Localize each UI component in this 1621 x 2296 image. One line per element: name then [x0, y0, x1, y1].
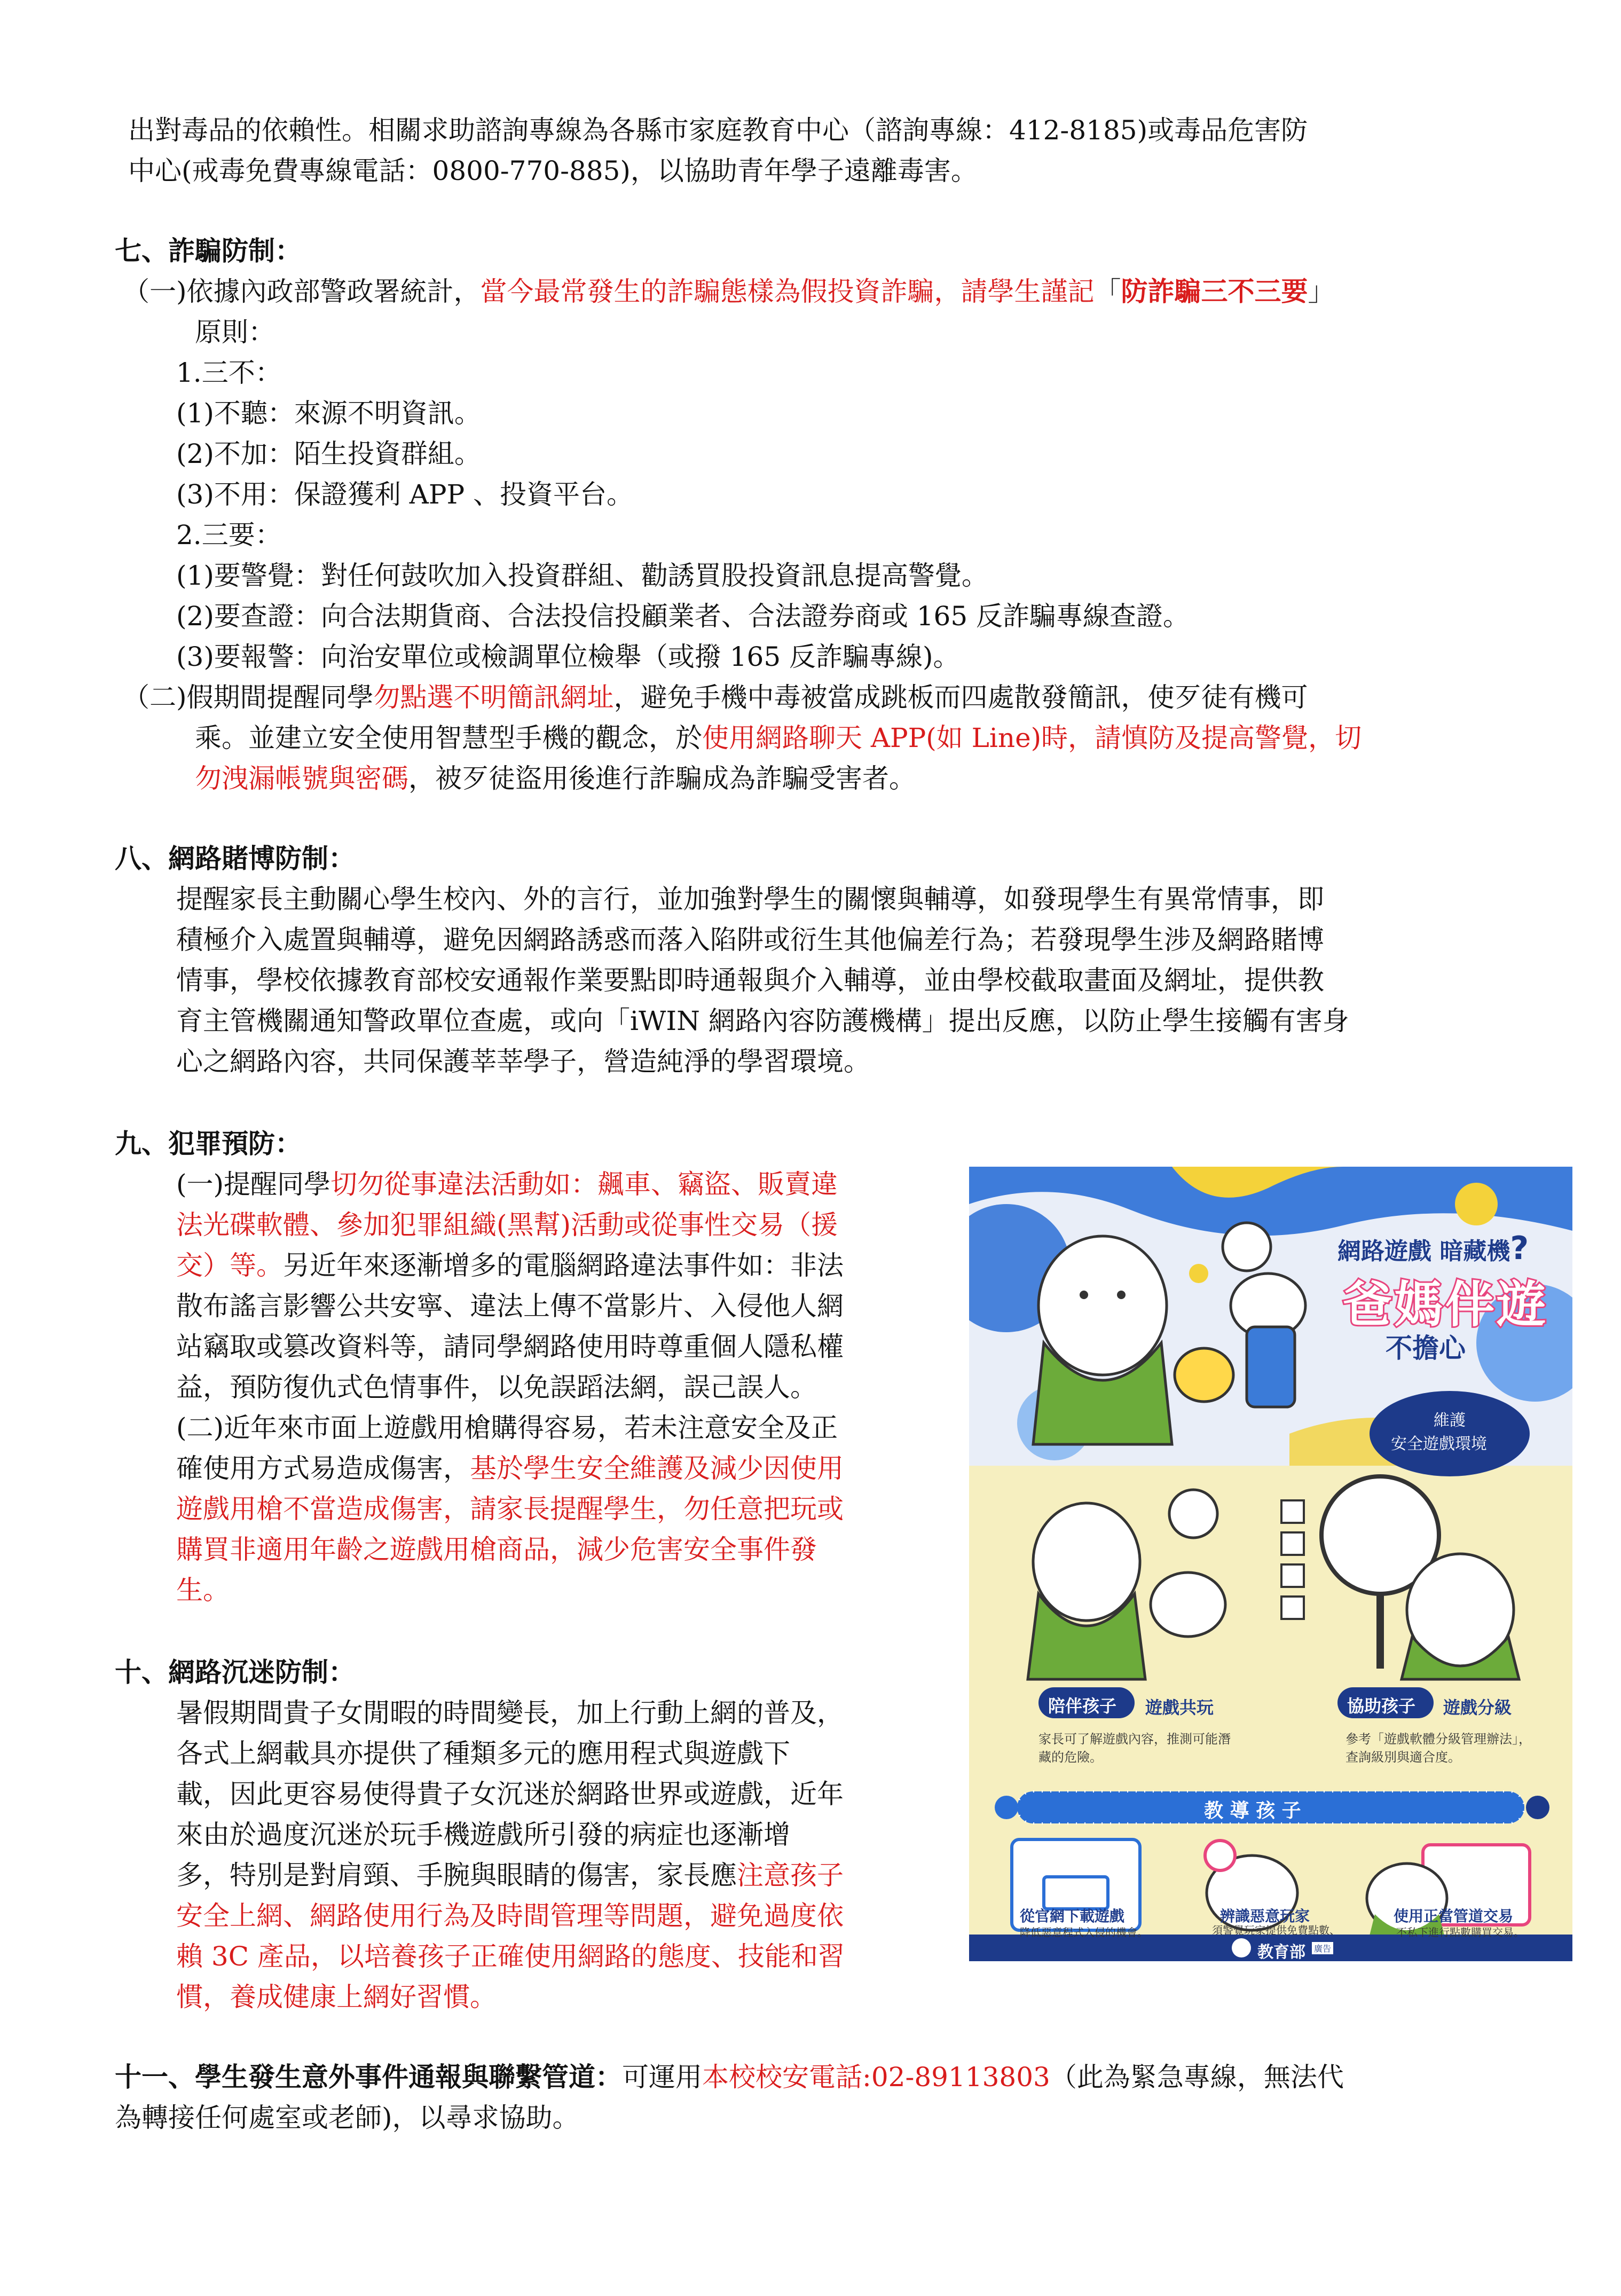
highlight-text: 交）等。: [176, 1250, 283, 1281]
paragraph-line: [176, 1448, 844, 1489]
highlight-text: 基於學生安全維護及減少因使用: [470, 1453, 844, 1484]
section-heading-10: 十、網路沉迷防制：: [115, 1656, 355, 1688]
text: ，被歹徒盜用後進行詐騙成為詐騙受害者。: [408, 763, 916, 794]
section-11-line2: 為轉接任何處室或老師)，以尋求協助。: [115, 2102, 579, 2133]
title-text: 網路遊戲 暗藏機: [1337, 1238, 1510, 1265]
paragraph-line: 提醒家長主動關心學生校內、外的言行，並加強對學生的關懷與輔導，如發現學生有異常情事，即: [176, 884, 1324, 915]
paragraph-line: 積極介入處置與輔導，避免因網路誘惑而落入陷阱或衍生其他偏差行為；若發現學生涉及網路賭博: [176, 924, 1324, 955]
highlight-text: 勿洩漏帳號與密碼: [195, 763, 408, 794]
text: （此為緊急專線，無法代: [1050, 2062, 1344, 2093]
poster-title-big: 爸媽伴遊: [1343, 1276, 1548, 1333]
poster-col2-desc: [1212, 1924, 1340, 1937]
game-safety-poster: [969, 1167, 1572, 1961]
text: （二)假期間提醒同學: [123, 682, 374, 713]
highlight-text: 注意孩子: [737, 1860, 844, 1891]
text: （一)依據內政部警政署統計，: [123, 276, 481, 307]
poster-tag-1b: 遊戲共玩: [1145, 1697, 1214, 1718]
poster-desc-2: [1345, 1730, 1531, 1766]
section-11-line: [115, 2057, 1344, 2097]
highlight-text: 切勿從事違法活動如：飆車、竊盜、販賣違: [331, 1169, 838, 1200]
paragraph-7-1: [123, 271, 1335, 312]
text: 確使用方式易造成傷害，: [176, 1453, 470, 1484]
paragraph-line: 散布謠言影響公共安寧、違法上傳不當影片、入侵他人網: [176, 1291, 844, 1322]
poster-footer-tag: 廣告: [1312, 1942, 1333, 1954]
poster-col3-title: 使用正當管道交易: [1394, 1907, 1514, 1925]
paragraph-line: 育主管機關通知警政單位查處，或向「iWIN 網路內容防護機構」提出反應，以防止學生接觸有害身: [176, 1005, 1349, 1036]
list-item: (2)要查證：向合法期貨商、合法投信投顧業者、合法證券商或 165 反詐騙專線查證。: [176, 601, 1190, 632]
paragraph-line: 心之網路內容，共同保護莘莘學子，營造純淨的學習環境。: [176, 1046, 870, 1077]
bubble-line: 維護: [1434, 1411, 1466, 1430]
paragraph-line: 暑假期間貴子女閒暇的時間變長，加上行動上網的普及，: [176, 1697, 844, 1728]
paragraph-line: 站竊取或篡改資料等，請同學網路使用時尊重個人隱私權: [176, 1331, 844, 1362]
paragraph-7-2-line3: [195, 758, 916, 799]
paragraph-line: 各式上網載具亦提供了種類多元的應用程式與遊戲下: [176, 1738, 790, 1769]
section-heading-7: 七、詐騙防制：: [115, 235, 302, 266]
paragraph-line: [176, 1164, 838, 1205]
poster-col2-title: 辨識惡意玩家: [1220, 1907, 1310, 1925]
paragraph-line: 載，因此更容易使得貴子女沉迷於網路世界或遊戲，近年: [176, 1779, 844, 1810]
desc-line: 參考「遊戲軟體分級管理辦法」，: [1345, 1732, 1531, 1747]
list-item: (3)不用：保證獲利 APP 、投資平台。: [176, 479, 634, 510]
poster-footer-logo: 教育部: [1257, 1943, 1305, 1961]
paragraph-7-1-line2: 原則：: [195, 317, 275, 348]
highlight-text: 使用網路聊天 APP(如 Line)時，請慎防及提高警覺，切: [702, 722, 1362, 753]
list-item: (1)不聽：來源不明資訊。: [176, 398, 481, 429]
text: (一)提醒同學: [176, 1169, 331, 1200]
paragraph-line: 來由於過度沉迷於玩手機遊戲所引發的病症也逐漸增: [176, 1819, 790, 1850]
paragraph-line: 益，預防復仇式色情事件，以免誤蹈法網，誤己誤人。: [176, 1372, 817, 1403]
text: 」: [1308, 276, 1335, 307]
poster-tag-2: 協助孩子: [1347, 1696, 1416, 1716]
warning-icon: [1205, 1841, 1235, 1870]
title-mark: ?: [1510, 1230, 1529, 1267]
highlight-text: 勿點選不明簡訊網址: [373, 682, 614, 713]
desc-line: 查詢級別與適合度。: [1345, 1750, 1461, 1765]
section-heading-11: 十一、學生發生意外事件通報與聯繫管道：: [115, 2061, 622, 2093]
paragraph-line: 慣，養成健康上網好習慣。: [176, 1982, 497, 2012]
paragraph-line: 法光碟軟體、參加犯罪組織(黑幫)活動或從事性交易（援: [176, 1209, 838, 1240]
list-item: 2.三要：: [176, 520, 282, 551]
poster-tag-2b: 遊戲分級: [1443, 1697, 1512, 1718]
poster-band: 教 導 孩 子: [1204, 1800, 1301, 1822]
section-heading-8: 八、網路賭博防制：: [115, 843, 355, 874]
paragraph-line: [176, 1855, 844, 1896]
desc-line: 須警覺玩家提供免費點數、: [1212, 1924, 1340, 1937]
highlight-text: 當今最常發生的詐騙態樣為假投資詐騙，請學生謹記: [480, 276, 1095, 307]
paragraph-line: 安全上網、網路使用行為及時間管理等問題，避免過度依: [176, 1900, 844, 1931]
poster-desc-1: [1038, 1730, 1231, 1766]
poster-bubble: [1391, 1407, 1487, 1454]
desc-line: 家長可了解遊戲內容，推測可能潛: [1038, 1732, 1231, 1747]
bubble-line: 安全遊戲環境: [1391, 1435, 1487, 1453]
paragraph-line: 生。: [176, 1575, 230, 1606]
text: 「: [1094, 276, 1121, 307]
poster-col3-desc: 不私下進行點數購買交易。: [1396, 1926, 1524, 1939]
poster-title-small: [1337, 1230, 1529, 1267]
poster-col1-desc: 降低惡意程式入侵的機會。: [1020, 1926, 1148, 1939]
poster-col1-title: 從官網下載遊戲: [1020, 1907, 1125, 1925]
paragraph-line: 情事，學校依據教育部校安通報作業要點即時通報與介入輔導，並由學校截取畫面及網址，提供教: [176, 965, 1324, 996]
phone-character: [1247, 1327, 1295, 1407]
phone-number: 本校校安電話:02-89113803: [702, 2062, 1050, 2093]
coin-icon: [1223, 1223, 1271, 1271]
paragraph-line: 購買非適用年齡之遊戲用槍商品，減少危害安全事件發: [176, 1534, 817, 1565]
list-item: (1)要警覺：對任何鼓吹加入投資群組、勸誘買股投資訊息提高警覺。: [176, 560, 988, 591]
text: ，避免手機中毒被當成跳板而四處散發簡訊，使歹徒有機可: [613, 682, 1308, 713]
paragraph-line: 賴 3C 產品，以培養孩子正確使用網路的態度、技能和習: [176, 1941, 845, 1972]
poster-tag-1: 陪伴孩子: [1048, 1696, 1117, 1716]
paragraph-7-2-line2: [195, 718, 1362, 758]
paragraph-line: 遊戲用槍不當造成傷害，請家長提醒學生，勿任意把玩或: [176, 1493, 844, 1524]
list-item: (3)要報警：向治安單位或檢調單位檢舉（或撥 165 反詐騙專線)。: [176, 641, 960, 672]
text: 另近年來逐漸增多的電腦網路違法事件如：非法: [283, 1250, 844, 1281]
intro-line: 中心(戒毒免費專線電話：0800-770-885)，以協助青年學子遠離毒害。: [128, 155, 978, 186]
paragraph-line: [176, 1245, 844, 1286]
highlight-bold-text: 防詐騙三不三要: [1121, 276, 1308, 307]
paragraph-7-2: [123, 677, 1308, 718]
paragraph-line: (二)近年來市面上遊戲用槍購得容易，若未注意安全及正: [176, 1412, 838, 1443]
desc-line: 藏的危險。: [1038, 1750, 1103, 1765]
section-heading-9: 九、犯罪預防：: [115, 1128, 302, 1159]
list-item: 1.三不：: [176, 357, 282, 388]
text: 多，特別是對肩頸、手腕與眼睛的傷害，家長應: [176, 1860, 737, 1891]
list-item: (2)不加：陌生投資群組。: [176, 438, 481, 469]
poster-subtitle: 不擔心: [1386, 1333, 1466, 1364]
text: 乘。並建立安全使用智慧型手機的觀念，於: [195, 722, 702, 753]
text: 可運用: [622, 2062, 702, 2093]
intro-line: 出對毒品的依賴性。相關求助諮詢專線為各縣市家庭教育中心（諮詢專線：412-8185)或毒品危害防: [128, 115, 1308, 146]
